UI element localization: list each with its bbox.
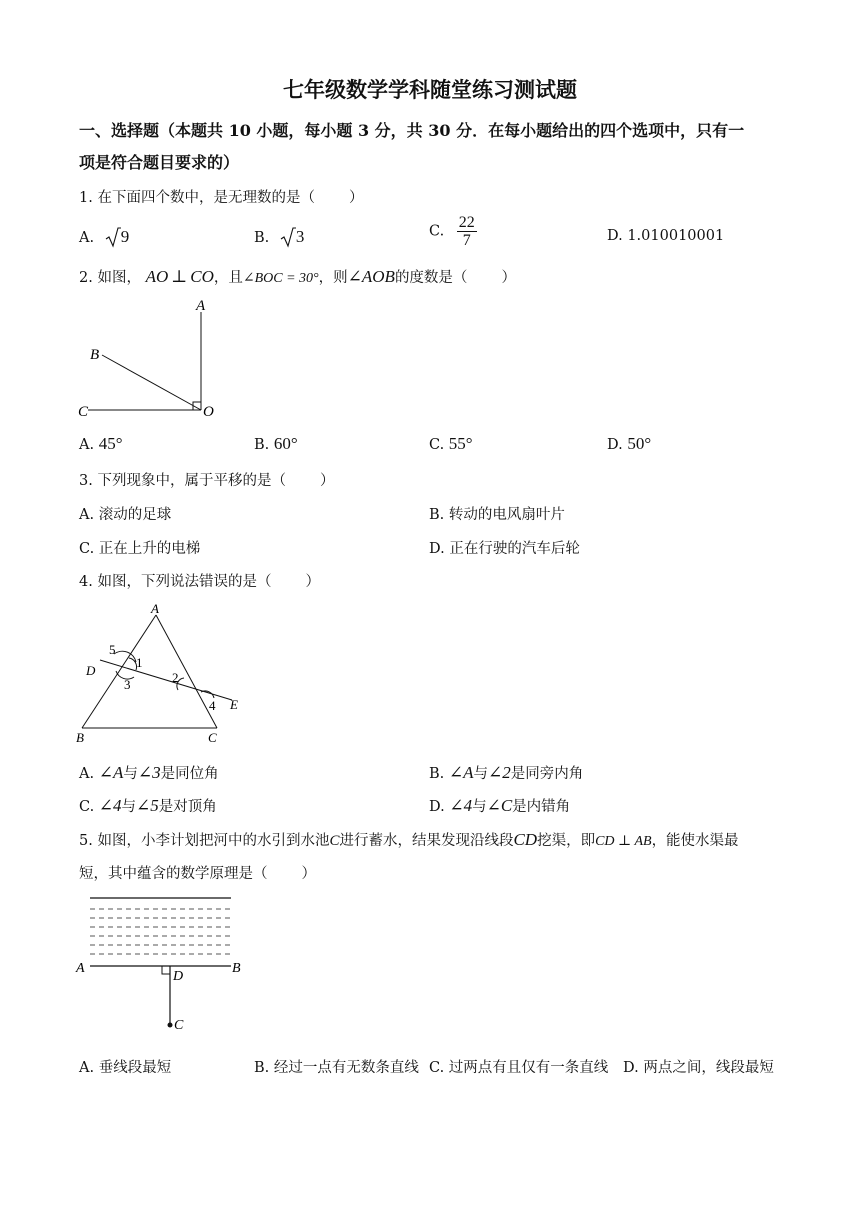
q1-option-a[interactable]: A. 9	[79, 227, 130, 246]
label-a: A	[151, 601, 159, 616]
question-2-stem: 2. 如图， AO ⊥ CO，且∠BOC = 30°，则∠AOB的度数是（ ）	[79, 267, 516, 286]
question-1-stem: 1. 在下面四个数中，是无理数的是（ ）	[79, 190, 364, 206]
river-water	[90, 909, 231, 954]
point-c	[168, 1023, 173, 1028]
question-4-stem: 4. 如图，下列说法错误的是（ ）	[79, 574, 320, 590]
q1-option-c[interactable]: C. $\frac{22}{7}$	[429, 214, 475, 249]
angle-arc-4	[201, 691, 214, 698]
label-d: D	[86, 663, 96, 678]
label-2: 2	[172, 670, 179, 685]
ray-ob	[102, 355, 201, 410]
figure-angle-aob	[74, 292, 224, 422]
question-5-stem-line2: 短，其中蕴含的数学原理是（ ）	[79, 866, 316, 882]
question-3-stem: 3. 下列现象中，属于平移的是（ ）	[79, 473, 335, 489]
right-angle-mark	[162, 966, 170, 974]
figure-triangle	[74, 598, 254, 748]
q4-option-b[interactable]: B. ∠A与∠2是同旁内角	[429, 763, 584, 782]
q2-option-c[interactable]: C. 55°	[429, 434, 473, 453]
label-d: D	[173, 969, 184, 984]
side-ac	[156, 615, 217, 728]
label-e: E	[230, 697, 238, 712]
question-5-stem-line1: 5. 如图，小李计划把河中的水引到水池C进行蓄水，结果发现沿线段CD挖渠，即CD ⊥ AB，能使水渠最	[79, 830, 739, 849]
q3-option-b[interactable]: B. 转动的电风扇叶片	[429, 507, 565, 523]
q5-option-b[interactable]: B. 经过一点有无数条直线	[254, 1060, 419, 1076]
label-5: 5	[109, 642, 116, 657]
label-c: C	[174, 1018, 184, 1033]
label-a: A	[76, 961, 85, 976]
section-heading-line2: 项是符合题目要求的）	[79, 153, 240, 172]
label-a: A	[196, 298, 206, 314]
q3-option-d[interactable]: D. 正在行驶的汽车后轮	[429, 541, 580, 557]
q4-option-c[interactable]: C. ∠4与∠5是对顶角	[79, 796, 217, 815]
q4-option-a[interactable]: A. ∠A与∠3是同位角	[79, 763, 219, 782]
q5-option-a[interactable]: A. 垂线段最短	[79, 1060, 172, 1076]
q3-option-c[interactable]: C. 正在上升的电梯	[79, 541, 201, 557]
section-heading-line1: 一、选择题（本题共 10 小题，每小题 3 分，共 30 分．在每小题给出的四个选项中，只有一	[79, 121, 745, 140]
label-c: C	[208, 730, 217, 745]
sqrt-sign-icon	[280, 226, 296, 248]
label-b: B	[76, 730, 84, 745]
fraction: $\frac{22}{7}$	[458, 214, 475, 249]
figure-river-canal	[74, 888, 254, 1038]
label-b: B	[232, 961, 241, 976]
label-3: 3	[124, 677, 131, 692]
q2-option-d[interactable]: D. 50°	[607, 434, 652, 453]
q5-option-d[interactable]: D. 两点之间，线段最短	[623, 1060, 774, 1076]
q2-option-b[interactable]: B. 60°	[254, 434, 298, 453]
label-o: O	[203, 404, 214, 420]
q3-option-a[interactable]: A. 滚动的足球	[79, 507, 172, 523]
q4-option-d[interactable]: D. ∠4与∠C是内错角	[429, 796, 571, 815]
q1-option-d[interactable]: D. 1.010010001	[607, 228, 725, 244]
label-1: 1	[136, 655, 143, 670]
label-4: 4	[209, 698, 216, 713]
label-b: B	[90, 347, 100, 363]
q1-option-b[interactable]: B. 3	[254, 227, 305, 246]
page-title: 七年级数学学科随堂练习测试题	[283, 77, 577, 102]
q5-option-c[interactable]: C. 过两点有且仅有一条直线	[429, 1060, 609, 1076]
sqrt-sign-icon	[105, 226, 121, 248]
label-c: C	[78, 404, 89, 420]
angle-arc-5	[114, 651, 136, 662]
q2-option-a[interactable]: A. 45°	[79, 434, 123, 453]
